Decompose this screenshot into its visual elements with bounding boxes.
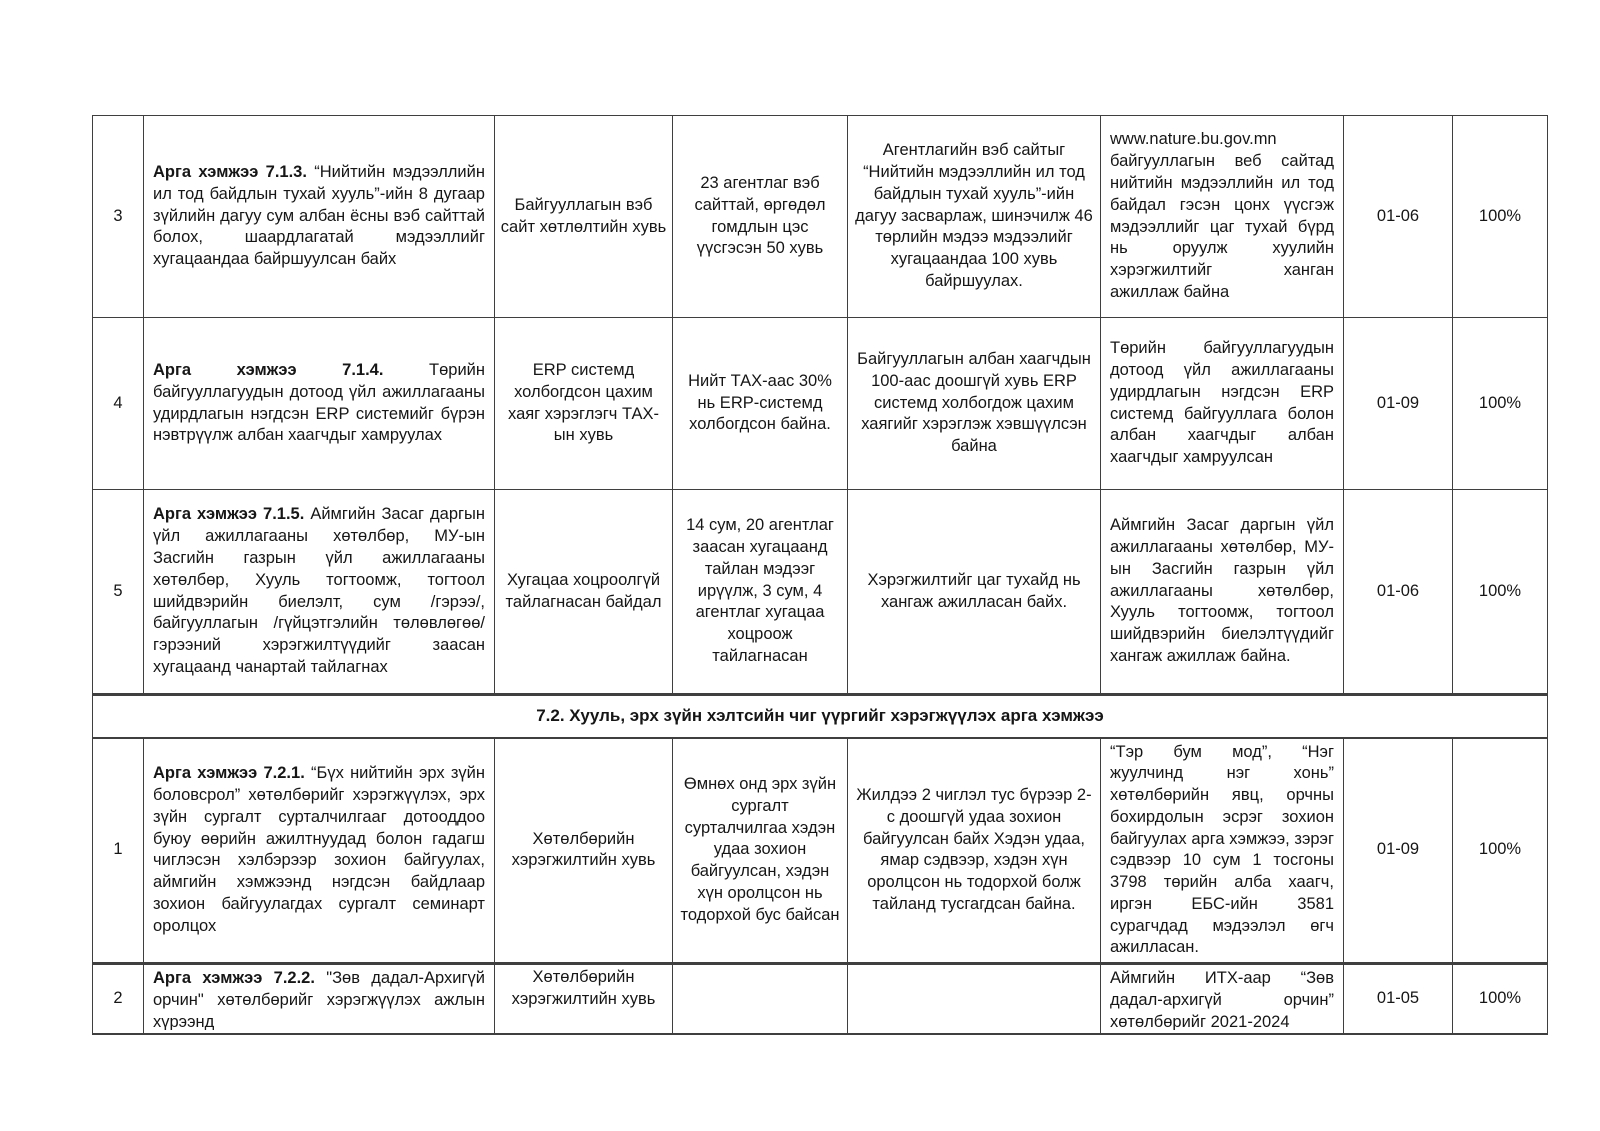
percent-cell: 100% — [1453, 318, 1548, 490]
term-cell: 01-09 — [1344, 318, 1453, 490]
term-cell: 01-05 — [1344, 964, 1453, 1035]
table-row — [93, 490, 1548, 695]
term-cell: 01-06 — [1344, 116, 1453, 318]
measure-label: Арга хэмжээ 7.2.2. — [153, 969, 315, 988]
section-header-row — [93, 695, 1548, 738]
baseline-cell: Нийт ТАХ-аас 30% нь ERP-системд холбогдсон байна. — [673, 318, 848, 490]
measure-text: Аймгийн Засаг даргын үйл ажиллагааны хөтөлбөр, МУ-ын Засгийн газрын үйл ажиллагааны хөтөлбөр, Хууль тогтоомж, тогтоол шийдвэрийн биелэлт, сум /гэрээ/, байгууллагын /гүйцэтгэлийн төлөвлөгөө/ гэрээний хэрэгжилтүүдийг заасан хугацаанд чанартай тайлагнах — [153, 505, 485, 676]
result-cell: “Тэр бум мод”, “Нэг жуулчинд нэг хонь” хөтөлбөрийн явц, орчны бохирдолын эсрэг зохион байгуулах арга хэмжээ, зэрэг сэдвээр 10 сум 1 тосгоны 3798 төрийн алба хаагч, иргэн ЕБС-ийн 3581 сурагчдад мэдээлэл өгч ажилласан. — [1101, 738, 1344, 964]
table-row — [93, 116, 1548, 318]
table-row — [93, 318, 1548, 490]
table-row — [93, 964, 1548, 1035]
indicator-cell: Хугацаа хоцроолгүй тайлагнасан байдал — [495, 490, 673, 695]
measure-text: "Зөв дадал-Архигүй орчин" хөтөлбөрийг хэрэгжүүлэх ажлын хүрээнд — [153, 969, 485, 1031]
percent-cell: 100% — [1453, 738, 1548, 964]
term-cell: 01-09 — [1344, 738, 1453, 964]
measure-cell — [144, 116, 495, 318]
target-cell: Хэрэгжилтийг цаг тухайд нь хангаж ажилласан байх. — [848, 490, 1101, 695]
result-cell: Аймгийн ИТХ-аар “Зөв дадал-архигүй орчин” хөтөлбөрийг 2021-2024 — [1101, 964, 1344, 1035]
row-number-cell: 1 — [93, 738, 144, 964]
measure-text: “Нийтийн мэдээллийн ил тод байдлын тухай хууль”-ийн 8 дугаар зүйлийн дагуу сум албан ёсны вэб сайттай болох, шаардлагатай мэдээллийг хугацаандаа байршуулсан байх — [153, 163, 485, 269]
table-row — [93, 738, 1548, 964]
result-cell: Аймгийн Засаг даргын үйл ажиллагааны хөтөлбөр, МУ-ын Засгийн газрын үйл ажиллагааны хөтөлбөр, Хууль тогтоомж, тогтоол шийдвэрийн биелэлтүүдийг хангаж ажиллаж байна. — [1101, 490, 1344, 695]
measure-cell — [144, 738, 495, 964]
section-header: 7.2. Хууль, эрх зүйн хэлтсийн чиг үүргийг хэрэгжүүлэх арга хэмжээ — [93, 695, 1548, 738]
target-cell: Агентлагийн вэб сайтыг “Нийтийн мэдээллийн ил тод байдлын тухай хууль”-ийн дагуу засварлаж, шинэчилж 46 төрлийн мэдээ мэдээлийг хугацаандаа 100 хувь байршуулах. — [848, 116, 1101, 318]
baseline-cell: 14 сум, 20 агентлаг заасан хугацаанд тайлан мэдээг ирүүлж, 3 сум, 4 агентлаг хугацаа хоцроож тайлагнасан — [673, 490, 848, 695]
measure-cell — [144, 318, 495, 490]
row-number-cell: 3 — [93, 116, 144, 318]
measure-cell — [144, 964, 495, 1035]
result-cell: Төрийн байгууллагуудын дотоод үйл ажиллагааны удирдлагын нэгдсэн ERP системд байгууллага болон албан хаагчдыг албан хаагчдыг хамруулсан — [1101, 318, 1344, 490]
percent-cell: 100% — [1453, 116, 1548, 318]
implementation-report-table — [92, 115, 1548, 1035]
indicator-cell: Байгууллагын вэб сайт хөтлөлтийн хувь — [495, 116, 673, 318]
measure-text: “Бүх нийтийн эрх зүйн боловсрол” хөтөлбөрийг хэрэгжүүлэх, эрх зүйн сургалт сурталчилгааг дотооддоо буюу өөрийн ажилтнуудад болон гадагш чиглэсэн хэлбэрээр зохион байгуулах, аймгийн хэмжээнд нэгдсэн байдлаар зохион байгуулагдах сургалт семинарт оролцох — [153, 764, 485, 935]
measure-label: Арга хэмжээ 7.1.3. — [153, 163, 307, 182]
baseline-cell — [673, 964, 848, 1035]
measure-label: Арга хэмжээ 7.1.5. — [153, 505, 305, 524]
measure-cell — [144, 490, 495, 695]
indicator-cell: Хөтөлбөрийн хэрэгжилтийн хувь — [495, 964, 673, 1035]
target-cell: Байгууллагын албан хаагчдын 100-аас доошгүй хувь ERP системд холбогдож цахим хаягийг хэрэглэж хэвшүүлсэн байна — [848, 318, 1101, 490]
row-number-cell: 4 — [93, 318, 144, 490]
measure-label: Арга хэмжээ 7.1.4. — [153, 360, 384, 379]
row-number-cell: 5 — [93, 490, 144, 695]
percent-cell: 100% — [1453, 490, 1548, 695]
target-cell — [848, 964, 1101, 1035]
percent-cell: 100% — [1453, 964, 1548, 1035]
baseline-cell: 23 агентлаг вэб сайттай, өргөдөл гомдлын цэс үүсгэсэн 50 хувь — [673, 116, 848, 318]
row-number-cell: 2 — [93, 964, 144, 1035]
measure-text: Төрийн байгууллагуудын дотоод үйл ажиллагааны удирдлагын нэгдсэн ERP системийг бүрэн нэвтрүүлж албан хаагчдыг хамруулах — [153, 360, 485, 445]
result-cell: www.nature.bu.gov.mn байгууллагын веб сайтад нийтийн мэдээллийн ил тод байдал гэсэн цонх үүсгэж мэдээллийг цаг тухай бүрд нь оруулж хуулийн хэрэгжилтийг ханган ажиллаж байна — [1101, 116, 1344, 318]
measure-label: Арга хэмжээ 7.2.1. — [153, 764, 305, 783]
baseline-cell: Өмнөх онд эрх зүйн сургалт сурталчилгаа хэдэн удаа зохион байгуулсан, хэдэн хүн оролцсон нь тодорхой бус байсан — [673, 738, 848, 964]
target-cell: Жилдээ 2 чиглэл тус бүрээр 2-с доошгүй удаа зохион байгуулсан байх Хэдэн удаа, ямар сэдвээр, хэдэн хүн оролцсон нь тодорхой болж тайланд тусгагдсан байна. — [848, 738, 1101, 964]
indicator-cell: ERP системд холбогдсон цахим хаяг хэрэглэгч ТАХ-ын хувь — [495, 318, 673, 490]
indicator-cell: Хөтөлбөрийн хэрэгжилтийн хувь — [495, 738, 673, 964]
term-cell: 01-06 — [1344, 490, 1453, 695]
